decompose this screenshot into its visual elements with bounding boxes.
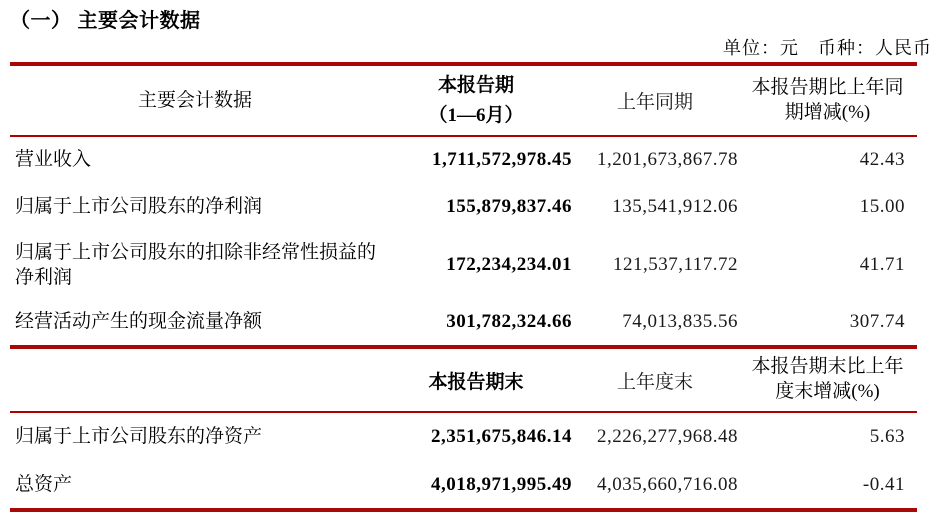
row-label: 归属于上市公司股东的净利润 [15,196,263,218]
current-period-value: 301,782,324.66 [446,311,572,332]
row-label: 归属于上市公司股东的净资产 [15,426,263,448]
current-period-value: 1,711,572,978.45 [432,149,572,170]
header-current-period [380,71,572,130]
row-label: 营业收入 [15,149,92,171]
change-percent-value: 307.74 [849,311,905,332]
main-accounting-data-table [10,62,917,512]
current-period-value: 155,879,837.46 [446,196,572,217]
current-period-end-value: 4,018,971,995.49 [431,473,572,495]
change-percent-value: 5.63 [869,426,905,447]
header-item: 主要会计数据 [137,89,252,111]
row-label: 总资产 [15,473,73,495]
header-change-percent [738,76,917,125]
header-prior-period: 上年同期 [616,92,693,113]
header-period-end-change-percent [738,355,917,404]
change-percent-value: 15.00 [859,196,905,217]
header-period-end-change-percent-text: 本报告期末比上年度末增减(%) [751,356,904,402]
header-change-percent-text: 本报告期比上年同期增减(%) [751,76,904,123]
header-current-period-end: 本报告期末 [428,371,524,393]
change-percent-value: 42.43 [859,149,905,170]
prior-period-value: 121,537,117.72 [612,254,738,275]
table2-header-row [10,349,917,411]
prior-period-value: 1,201,673,867.78 [597,149,738,170]
current-period-value: 172,234,234.01 [446,254,572,275]
table-row [10,413,917,461]
change-percent-value: -0.41 [862,473,905,495]
prior-period-value: 74,013,835.56 [622,311,738,332]
row-label: 经营活动产生的现金流量净额 [15,311,263,333]
prior-year-end-value: 2,226,277,968.48 [597,426,738,447]
table-row [10,461,917,508]
unit-currency-note: 单位：元 币种：人民币 [723,38,932,58]
header-prior-year-end: 上年度末 [616,371,693,393]
table1-header-row [10,66,917,135]
table-bottom-rule [10,508,917,512]
table-row [10,183,917,231]
header-current-period-line2: （1—6月） [428,104,524,126]
prior-period-value: 135,541,912.06 [612,196,738,217]
table-row [10,231,917,299]
prior-year-end-value: 4,035,660,716.08 [597,473,738,495]
row-label: 归属于上市公司股东的扣除非经常性损益的净利润 [15,241,377,288]
table-row [10,299,917,345]
section-title: （一） 主要会计数据 [10,10,201,32]
table-row [10,137,917,183]
change-percent-value: 41.71 [859,254,905,275]
header-current-period-line1: 本报告期 [437,75,514,97]
current-period-end-value: 2,351,675,846.14 [431,426,572,447]
